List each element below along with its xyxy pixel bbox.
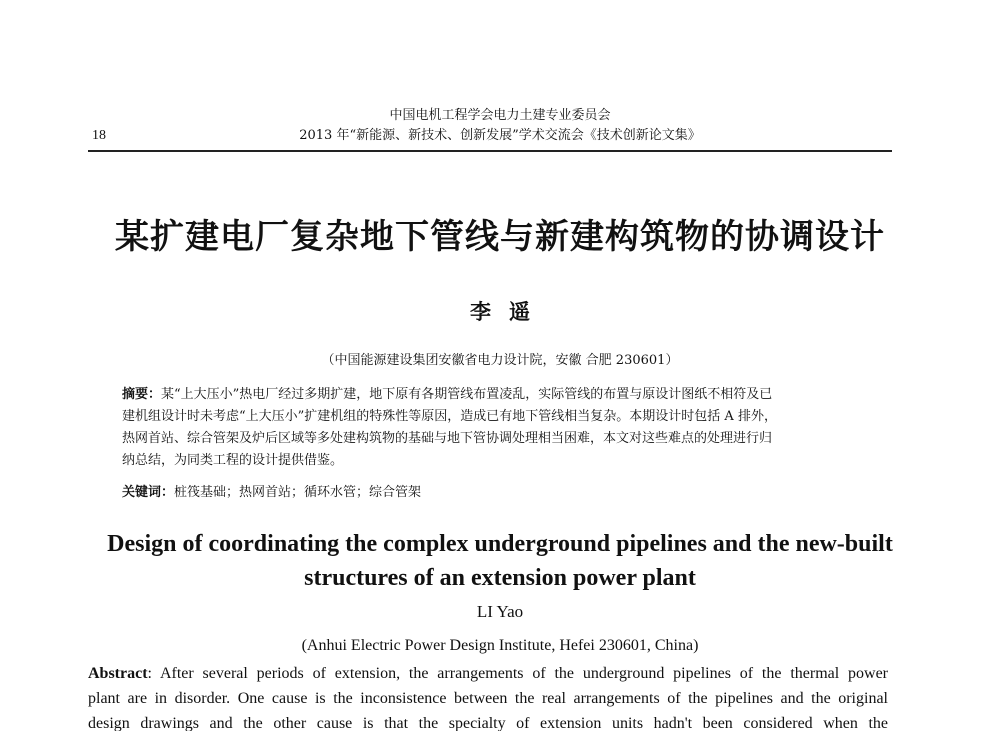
chinese-keywords-label: 关键词： <box>122 485 175 500</box>
english-abstract-label: Abstract <box>88 665 148 682</box>
header-divider <box>88 150 892 152</box>
english-abstract <box>88 661 888 731</box>
chinese-abstract-line: 纳总结，为同类工程的设计提供借鉴。 <box>122 453 344 468</box>
chinese-title: 某扩建电厂复杂地下管线与新建构筑物的协调设计 <box>115 217 885 257</box>
chinese-keywords <box>122 482 862 504</box>
chinese-keywords-text: 桩筏基础；热网首站；循环水管；综合管架 <box>174 485 422 500</box>
running-header-conference: 2013 年“新能源、新技术、创新发展”学术交流会《技术创新论文集》 <box>299 128 701 143</box>
chinese-abstract-line: 热网首站、综合管架及炉后区域等多处建构筑物的基础与地下管协调处理相当困难，本文对这些难点的处理进行归 <box>122 431 773 446</box>
chinese-abstract-line: 建机组设计时未考虑“上大压小”扩建机组的特殊性等原因，造成已有地下管线相当复杂。本期设计时包括 A 排外， <box>122 409 777 424</box>
chinese-affiliation: （中国能源建设集团安徽省电力设计院，安徽 合肥 230601） <box>321 353 679 368</box>
english-title <box>60 527 940 595</box>
chinese-author: 李遥 <box>470 300 548 324</box>
english-abstract-line: design drawings and the other cause is that the specialty of extension units hadn't been considered when the <box>88 715 888 731</box>
english-title-line: Design of coordinating the complex underground pipelines and the new-built <box>107 531 893 557</box>
english-abstract-line: plant are in disorder. One cause is the inconsistence between the real arrangements of the pipelines and the original <box>88 690 888 707</box>
english-abstract-text: : After several periods of extension, the arrangements of the underground pipelines of the thermal power <box>147 665 888 682</box>
english-title-line: structures of an extension power plant <box>304 565 696 591</box>
chinese-abstract-text: 某“上大压小”热电厂经过多期扩建，地下原有各期管线布置凌乱，实际管线的布置与原设计图纸不相符及已 <box>161 387 773 402</box>
chinese-abstract <box>122 384 862 472</box>
english-affiliation: (Anhui Electric Power Design Institute, Hefei 230601, China) <box>301 637 699 654</box>
chinese-abstract-label: 摘要： <box>122 387 162 402</box>
english-abstract-line <box>88 661 888 686</box>
chinese-abstract-line <box>122 384 862 406</box>
running-header-organization: 中国电机工程学会电力土建专业委员会 <box>389 108 611 123</box>
english-author: LI Yao <box>476 602 524 621</box>
page-number: 18 <box>92 128 106 143</box>
